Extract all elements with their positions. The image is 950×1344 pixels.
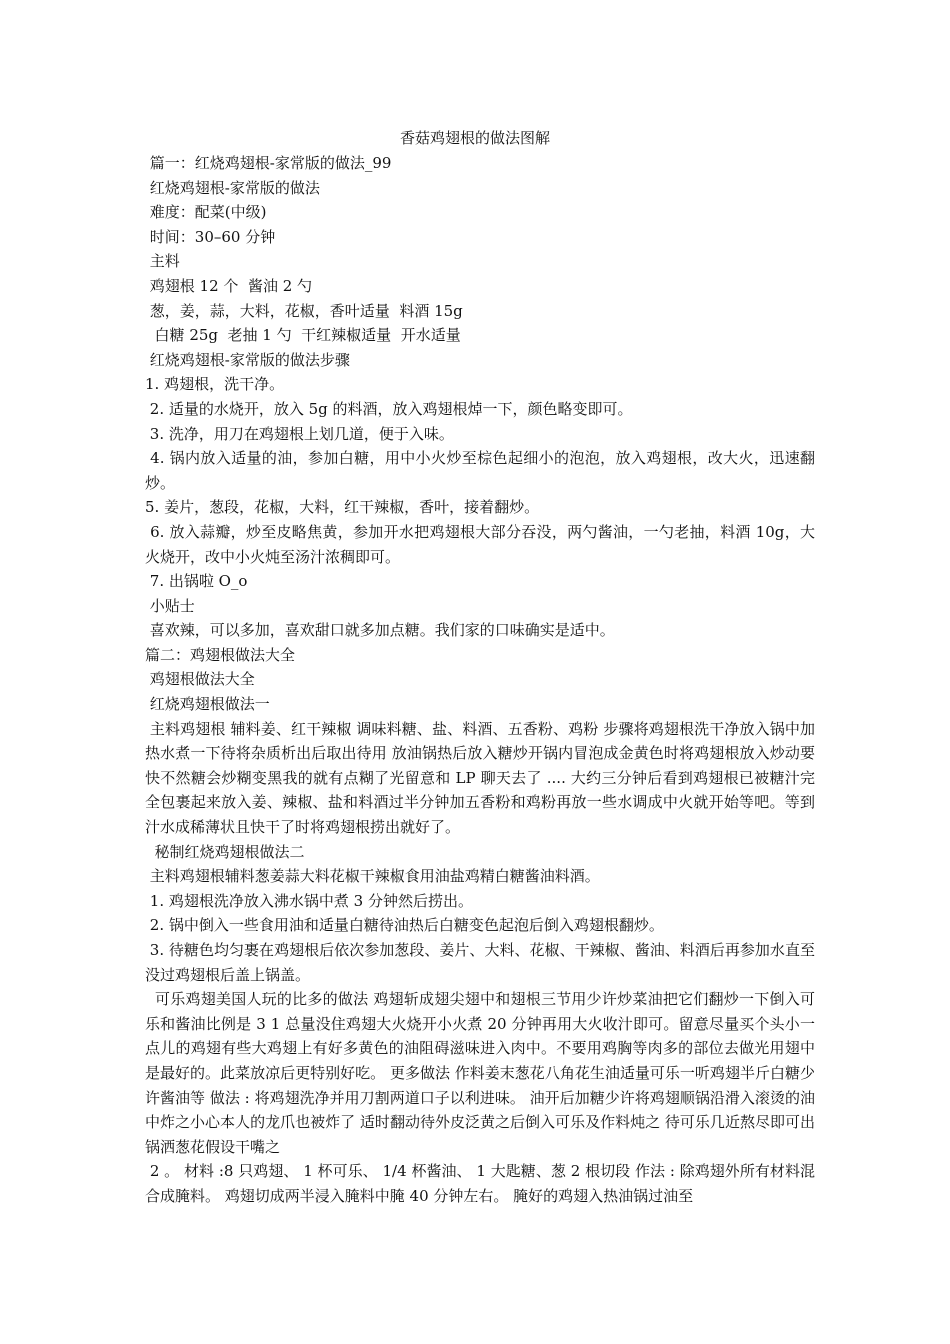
ingredient-line: 葱，姜，蒜，大料，花椒，香叶适量 料酒 15g (145, 301, 463, 320)
paragraph: 可乐鸡翅美国人玩的比多的做法 鸡翅斩成翅尖翅中和翅根三节用少许炒菜油把它们翻炒一下倒入可乐和酱油比例是 3 1 总量没住鸡翅大火烧开小火煮 20 分钟再用大火收汁即可。留意尽量买个头小一点儿的鸡翅有些大鸡翅上有好多黄色的油阻碍滋味进入肉中。不要用鸡胸等肉多的部位去做光用翅中是最好的。此菜放凉后更特别好吃。 更多做法 作料姜末葱花八角花生油适量可乐一听鸡翅半斤白糖少许酱油等 做法 : 将鸡翅洗净并用刀割两道口子以利进味。 油开后加糖少许将鸡翅顺锅沿滑入滚烫的油中炸之小心本人的龙爪也被炸了 适时翻动待外皮泛黄之后倒入可乐及作料炖之 待可乐几近熬尽即可出锅洒葱花假设干嘴之 (145, 990, 815, 1156)
steps-heading: 红烧鸡翅根-家常版的做法步骤 (145, 350, 350, 369)
method-heading: 秘制红烧鸡翅根做法二 (145, 842, 305, 861)
time-line: 时间：30–60 分钟 (145, 227, 276, 246)
step-line: 2. 锅中倒入一些食用油和适量白糖待油热后白糖变色起泡后倒入鸡翅根翻炒。 (145, 916, 664, 935)
ingredient-line: 主料鸡翅根辅料葱姜蒜大料花椒干辣椒食用油盐鸡精白糖酱油料酒。 (145, 867, 600, 886)
ingredient-line: 鸡翅根 12 个 酱油 2 勺 (145, 276, 313, 295)
paragraph: 主料鸡翅根 辅料姜、红干辣椒 调味料糖、盐、料酒、五香粉、鸡粉 步骤将鸡翅根洗干净放入锅中加热水煮一下待将杂质析出后取出待用 放油锅热后放入糖炒开锅内冒泡成金黄色时将鸡翅根放入炒动要快不然糖会炒糊变黑我的就有点糊了光留意和 LP 聊天去了 .... 大约三分钟后看到鸡翅根已被糖汁完全包裹起来放入姜、辣椒、盐和料酒过半分钟加五香粉和鸡粉再放一些水调成中火就开始等吧。等到汁水成稀薄状且快干了时将鸡翅根捞出就好了。 (145, 719, 815, 837)
ingredient-line: 白糖 25g 老抽 1 勺 干红辣椒适量 开水适量 (145, 326, 461, 345)
step-line: 7. 出锅啦 O_o (145, 572, 248, 591)
step-line: 2. 适量的水烧开，放入 5g 的料酒，放入鸡翅根焯一下，颜色略变即可。 (145, 399, 633, 418)
tips-text: 喜欢辣，可以多加，喜欢甜口就多加点糖。我们家的口味确实是适中。 (145, 621, 615, 640)
step-line: 4. 锅内放入适量的油，参加白糖，用中小火炒至棕色起细小的泡泡，放入鸡翅根，改大火，迅速翻炒。 (145, 449, 815, 492)
step-line: 1. 鸡翅根，洗干净。 (145, 375, 285, 394)
step-line: 5. 姜片，葱段，花椒，大料，红干辣椒，香叶，接着翻炒。 (145, 498, 540, 517)
section-heading: 篇二：鸡翅根做法大全 (145, 645, 296, 664)
step-line: 3. 洗净，用刀在鸡翅根上划几道，便于入味。 (145, 424, 454, 443)
step-line: 6. 放入蒜瓣，炒至皮略焦黄，参加开水把鸡翅根大部分吞没，两勺酱油，一勺老抽，料酒 10g，大火烧开，改中小火炖至汤汁浓稠即可。 (145, 522, 815, 566)
document-title: 香菇鸡翅根的做法图解 (399, 129, 550, 147)
paragraph: 2 。 材料 :8 只鸡翅、 1 杯可乐、 1/4 杯酱油、 1 大匙糖、葱 2 根切段 作法 : 除鸡翅外所有材料混合成腌料。 鸡翅切成两半浸入腌料中腌 40 分钟左右。 腌好的鸡翅入热油锅过油至 (145, 1162, 815, 1205)
document-body (145, 151, 815, 1209)
recipe-title: 鸡翅根做法大全 (145, 670, 255, 689)
difficulty-line: 难度：配菜(中级) (145, 203, 267, 222)
method-heading: 红烧鸡翅根做法一 (145, 695, 270, 714)
recipe-title: 红烧鸡翅根-家常版的做法 (145, 178, 320, 197)
section-heading: 篇一：红烧鸡翅根-家常版的做法_99 (145, 154, 392, 172)
main-ingredient-heading: 主料 (145, 252, 180, 271)
step-line: 1. 鸡翅根洗净放入沸水锅中煮 3 分钟然后捞出。 (145, 891, 473, 910)
tips-heading: 小贴士 (145, 596, 195, 615)
step-line: 3. 待糖色均匀裹在鸡翅根后依次参加葱段、姜片、大料、花椒、干辣椒、酱油、料酒后再参加水直至没过鸡翅根后盖上锅盖。 (145, 941, 815, 984)
